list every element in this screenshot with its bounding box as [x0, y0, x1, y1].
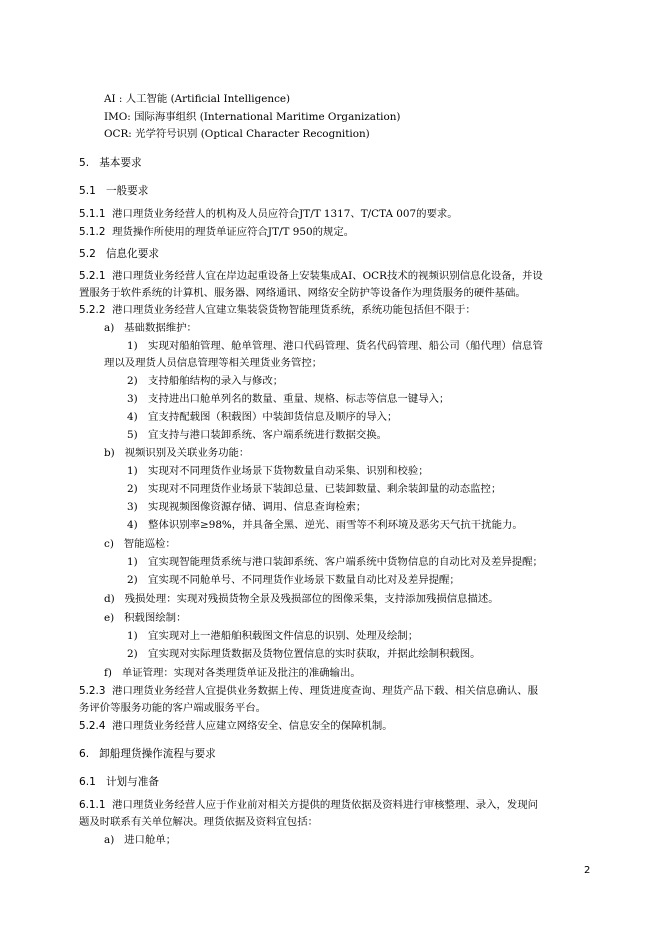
section-title: 信息化要求 — [105, 248, 159, 260]
clause-5-2-1-cont: 置服务于软件系统的计算机、服务器、网络通讯、网络安全防护等设备作为理货服务的硬件基础。 — [79, 287, 526, 299]
clause-number: 5.2.1 — [79, 270, 106, 282]
section-5-heading — [79, 157, 142, 170]
abbr-ai: AI : 人工智能 (Artificial Intelligence) — [104, 93, 291, 105]
section-title: 计划与准备 — [105, 776, 159, 788]
abbr-imo: IMO: 国际海事组织 (International Maritime Organization) — [104, 111, 401, 123]
list-title: 智能巡检： — [123, 538, 176, 550]
list-item-a — [104, 322, 197, 335]
sub-item-b1: 1) 实现对不同理货作业场景下货物数量自动采集、识别和校验； — [127, 465, 429, 477]
sub-item-c1: 1) 宜实现智能理货系统与港口装卸系统、客户端系统中货物信息的自动比对及差异提醒； — [127, 556, 543, 568]
section-6-heading — [79, 748, 216, 761]
clause-6-1-1 — [79, 799, 538, 812]
clause-5-1-1 — [79, 208, 458, 221]
sub-item-a2: 2) 支持船舶结构的录入与修改； — [127, 375, 284, 387]
clause-5-2-2 — [79, 304, 476, 317]
page-number: 2 — [584, 865, 591, 876]
section-title: 卸船理货操作流程与要求 — [99, 748, 216, 760]
sub-item-a3: 3) 支持进出口舱单列名的数量、重量、规格、标志等信息一键导入； — [127, 393, 450, 405]
section-number: 6.1 — [79, 776, 96, 788]
clause-number: 5.2.2 — [79, 304, 106, 316]
section-5-1-heading — [79, 185, 148, 198]
sub-item-e2: 2) 宜实现对实际理货数据及货物位置信息的实时获取，并据此绘制积载图。 — [127, 648, 481, 660]
sub-item-c2: 2) 宜实现不同舱单号、不同理货作业场景下数量自动比对及差异提醒； — [127, 574, 460, 586]
clause-text: 港口理货业务经营人应建立网络安全、信息安全的保障机制。 — [112, 720, 393, 732]
clause-5-2-3-cont: 务评价等服务功能的客户端或服务平台。 — [79, 702, 267, 714]
list-text: 单证管理：实现对各类理货单证及批注的准确输出。 — [121, 667, 361, 679]
sub-item-a4: 4) 宜支持配载图（积载图）中装卸货信息及顺序的导入； — [127, 411, 398, 423]
sub-item-b2: 2) 实现对不同理货作业场景下装卸总量、已装卸数量、剩余装卸量的动态监控； — [127, 483, 502, 495]
list-label: c) — [104, 538, 114, 550]
list-label: f) — [104, 667, 112, 679]
section-title: 一般要求 — [105, 185, 149, 197]
sub-item-b4: 4) 整体识别率≥98%，并具备全黑、逆光、雨雪等不利环境及恶劣天气抗干扰能力。 — [127, 519, 523, 531]
sub-item-a5: 5) 宜支持与港口装卸系统、客户端系统进行数据交换。 — [127, 429, 388, 441]
clause-5-1-2 — [79, 226, 354, 239]
list-title: 基础数据维护： — [124, 322, 197, 334]
clause-text: 港口理货业务经营人宜建立集装袋货物智能理货系统，系统功能包括但不限于： — [112, 304, 476, 316]
clause-text: 港口理货业务经营人宜在岸边起重设备上安装集成AI、OCR技术的视频识别信息化设备，并设 — [112, 270, 543, 282]
sub-item-b3: 3) 实现视频图像资源存储、调用、信息查询检索； — [127, 501, 367, 513]
clause-number: 5.2.4 — [79, 720, 106, 732]
list-item-6-a — [104, 834, 176, 847]
section-title: 基本要求 — [99, 157, 142, 169]
clause-text: 港口理货业务经营人宜提供业务数据上传、理货进度查询、理货产品下载、相关信息确认、服 — [112, 685, 539, 697]
clause-text: 港口理货业务经营人应于作业前对相关方提供的理货依据及资料进行审核整理、录入，发现问 — [112, 799, 539, 811]
list-item-b — [104, 447, 249, 460]
list-label: d) — [104, 593, 115, 605]
section-number: 5. — [79, 157, 90, 169]
section-number: 5.1 — [79, 185, 96, 197]
clause-text: 理货操作所使用的理货单证应符合JT/T 950的规定。 — [112, 226, 355, 238]
clause-5-2-3 — [79, 685, 538, 698]
list-item-f — [104, 667, 361, 680]
list-title: 积载图绘制： — [124, 612, 187, 624]
sub-item-a1-cont: 理以及理货人员信息管理等相关理货业务管控； — [104, 357, 323, 369]
section-6-1-heading — [79, 776, 159, 789]
list-item-d — [104, 593, 499, 606]
clause-6-1-1-cont: 题及时联系有关单位解决。理货依据及资料宜包括： — [79, 816, 318, 828]
list-label: b) — [104, 447, 115, 459]
sub-item-e1: 1) 宜实现对上一港船舶积载图文件信息的识别、处理及绘制； — [127, 630, 419, 642]
section-number: 5.2 — [79, 248, 96, 260]
clause-number: 6.1.1 — [79, 799, 106, 811]
clause-text: 港口理货业务经营人的机构及人员应符合JT/T 1317、T/CTA 007的要求。 — [112, 208, 458, 220]
list-title: 视频识别及关联业务功能： — [124, 447, 250, 459]
section-number: 6. — [79, 748, 90, 760]
list-item-e — [104, 612, 186, 625]
clause-5-2-1 — [79, 270, 543, 283]
list-label: e) — [104, 612, 115, 624]
abbr-ocr: OCR: 光学符号识别 (Optical Character Recognition) — [104, 128, 370, 140]
clause-number: 5.2.3 — [79, 685, 106, 697]
list-text: 残损处理：实现对残损货物全景及残损部位的图像采集，支持添加残损信息描述。 — [124, 593, 499, 605]
section-5-2-heading — [79, 248, 159, 261]
clause-number: 5.1.2 — [79, 226, 106, 238]
list-item-c — [104, 538, 176, 551]
sub-item-a1: 1) 实现对船舶管理、舱单管理、港口代码管理、货名代码管理、船公司（船代理）信息管 — [127, 340, 543, 352]
list-label: a) — [104, 322, 115, 334]
clause-number: 5.1.1 — [79, 208, 106, 220]
list-text: 进口舱单； — [124, 834, 177, 846]
clause-5-2-4 — [79, 720, 393, 733]
list-label: a) — [104, 834, 115, 846]
